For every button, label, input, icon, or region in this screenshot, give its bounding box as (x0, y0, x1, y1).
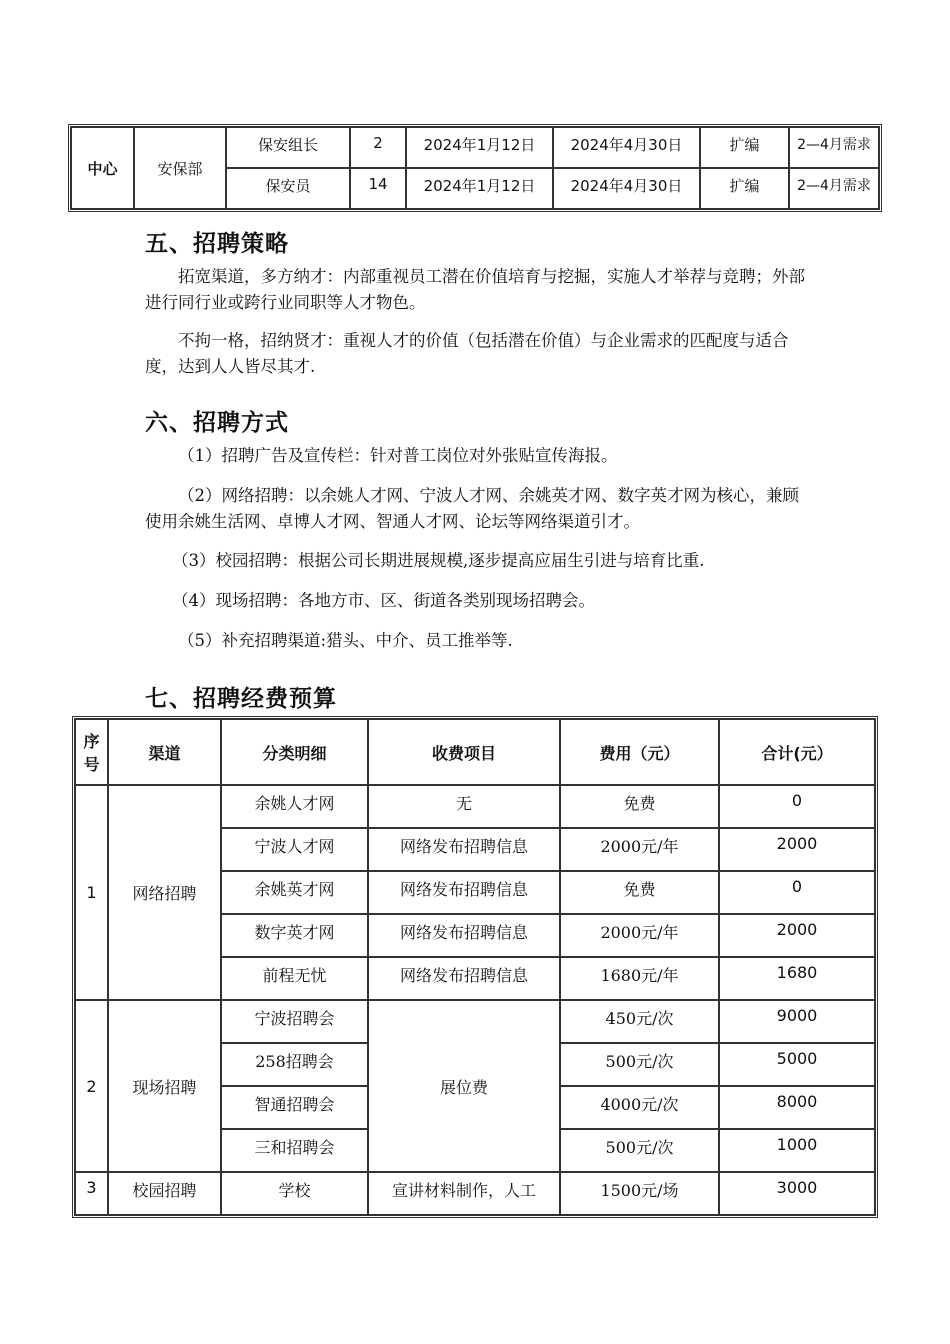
item-cell: 无 (368, 785, 560, 828)
detail-cell: 宁波招聘会 (221, 1000, 368, 1043)
dept-cell: 安保部 (134, 127, 226, 209)
fee-cell: 1680元/年 (560, 957, 719, 1000)
fee-cell: 500元/次 (560, 1129, 719, 1172)
item-cell: 网络发布招聘信息 (368, 828, 560, 871)
detail-cell: 宁波人才网 (221, 828, 368, 871)
table-row (75, 785, 875, 828)
budget-table (72, 716, 878, 1218)
detail-cell: 智通招聘会 (221, 1086, 368, 1129)
detail-cell: 258招聘会 (221, 1043, 368, 1086)
section-6-title: 六、招聘方式 (145, 410, 289, 436)
header-total: 合计(元） (719, 719, 875, 785)
group-channel: 网络招聘 (108, 785, 221, 1000)
item-cell: 网络发布招聘信息 (368, 871, 560, 914)
position-cell: 保安组长 (226, 127, 350, 168)
item-cell: 网络发布招聘信息 (368, 957, 560, 1000)
end-date-cell: 2024年4月30日 (553, 168, 700, 209)
detail-cell: 学校 (221, 1172, 368, 1215)
reason-cell: 扩编 (700, 168, 789, 209)
center-cell: 中心 (71, 127, 134, 209)
table-row (71, 127, 879, 168)
end-date-cell: 2024年4月30日 (553, 127, 700, 168)
header-channel: 渠道 (108, 719, 221, 785)
count-cell: 14 (350, 168, 406, 209)
detail-cell: 三和招聘会 (221, 1129, 368, 1172)
total-cell: 2000 (719, 914, 875, 957)
section-5-title: 五、招聘策略 (145, 231, 289, 257)
fee-cell: 450元/次 (560, 1000, 719, 1043)
group-channel: 校园招聘 (108, 1172, 221, 1215)
group-no: 2 (75, 1000, 108, 1172)
total-cell: 8000 (719, 1086, 875, 1129)
header-detail: 分类明细 (221, 719, 368, 785)
count-cell: 2 (350, 127, 406, 168)
item-cell: 宣讲材料制作，人工 (368, 1172, 560, 1215)
item-cell: 展位费 (368, 1000, 560, 1172)
item-cell: 网络发布招聘信息 (368, 914, 560, 957)
total-cell: 1000 (719, 1129, 875, 1172)
detail-cell: 前程无忧 (221, 957, 368, 1000)
total-cell: 0 (719, 871, 875, 914)
total-cell: 0 (719, 785, 875, 828)
fee-cell: 500元/次 (560, 1043, 719, 1086)
fee-cell: 免费 (560, 871, 719, 914)
staffing-table (68, 124, 882, 212)
total-cell: 3000 (719, 1172, 875, 1215)
detail-cell: 数字英才网 (221, 914, 368, 957)
header-no: 序号 (75, 719, 108, 785)
group-no: 1 (75, 785, 108, 1000)
period-cell: 2—4月需求 (789, 168, 879, 209)
method-item-5: （5）补充招聘渠道:猎头、中介、员工推举等. (178, 631, 513, 650)
total-cell: 2000 (719, 828, 875, 871)
method-item-1: （1）招聘广告及宣传栏：针对普工岗位对外张贴宣传海报。 (178, 446, 618, 465)
detail-cell: 余姚英才网 (221, 871, 368, 914)
reason-cell: 扩编 (700, 127, 789, 168)
fee-cell: 2000元/年 (560, 828, 719, 871)
total-cell: 5000 (719, 1043, 875, 1086)
fee-cell: 1500元/场 (560, 1172, 719, 1215)
fee-cell: 免费 (560, 785, 719, 828)
header-item: 收费项目 (368, 719, 560, 785)
period-cell: 2—4月需求 (789, 127, 879, 168)
table-row (75, 1000, 875, 1043)
table-header-row (75, 719, 875, 785)
strategy-paragraph-1: 拓宽渠道，多方纳才：内部重视员工潜在价值培育与挖掘，实施人才举荐与竞聘；外部进行同行业或跨行业同职等人才物色。 (145, 267, 805, 312)
start-date-cell: 2024年1月12日 (406, 127, 553, 168)
method-item-4: （4）现场招聘：各地方市、区、街道各类别现场招聘会。 (172, 591, 595, 610)
section-7-title: 七、招聘经费预算 (145, 686, 337, 712)
table-row (75, 1172, 875, 1215)
group-no: 3 (75, 1172, 108, 1215)
method-item-3: （3）校园招聘：根据公司长期进展规模,逐步提高应届生引进与培育比重. (172, 551, 705, 570)
fee-cell: 2000元/年 (560, 914, 719, 957)
total-cell: 9000 (719, 1000, 875, 1043)
detail-cell: 余姚人才网 (221, 785, 368, 828)
strategy-paragraph-2: 不拘一格，招纳贤才：重视人才的价值（包括潜在价值）与企业需求的匹配度与适合度，达到人人皆尽其才. (145, 331, 789, 376)
start-date-cell: 2024年1月12日 (406, 168, 553, 209)
group-channel: 现场招聘 (108, 1000, 221, 1172)
method-item-2: （2）网络招聘：以余姚人才网、宁波人才网、余姚英才网、数字英才网为核心，兼顾使用余姚生活网、卓博人才网、智通人才网、论坛等网络渠道引才。 (145, 486, 799, 531)
header-fee: 费用（元） (560, 719, 719, 785)
position-cell: 保安员 (226, 168, 350, 209)
total-cell: 1680 (719, 957, 875, 1000)
fee-cell: 4000元/次 (560, 1086, 719, 1129)
